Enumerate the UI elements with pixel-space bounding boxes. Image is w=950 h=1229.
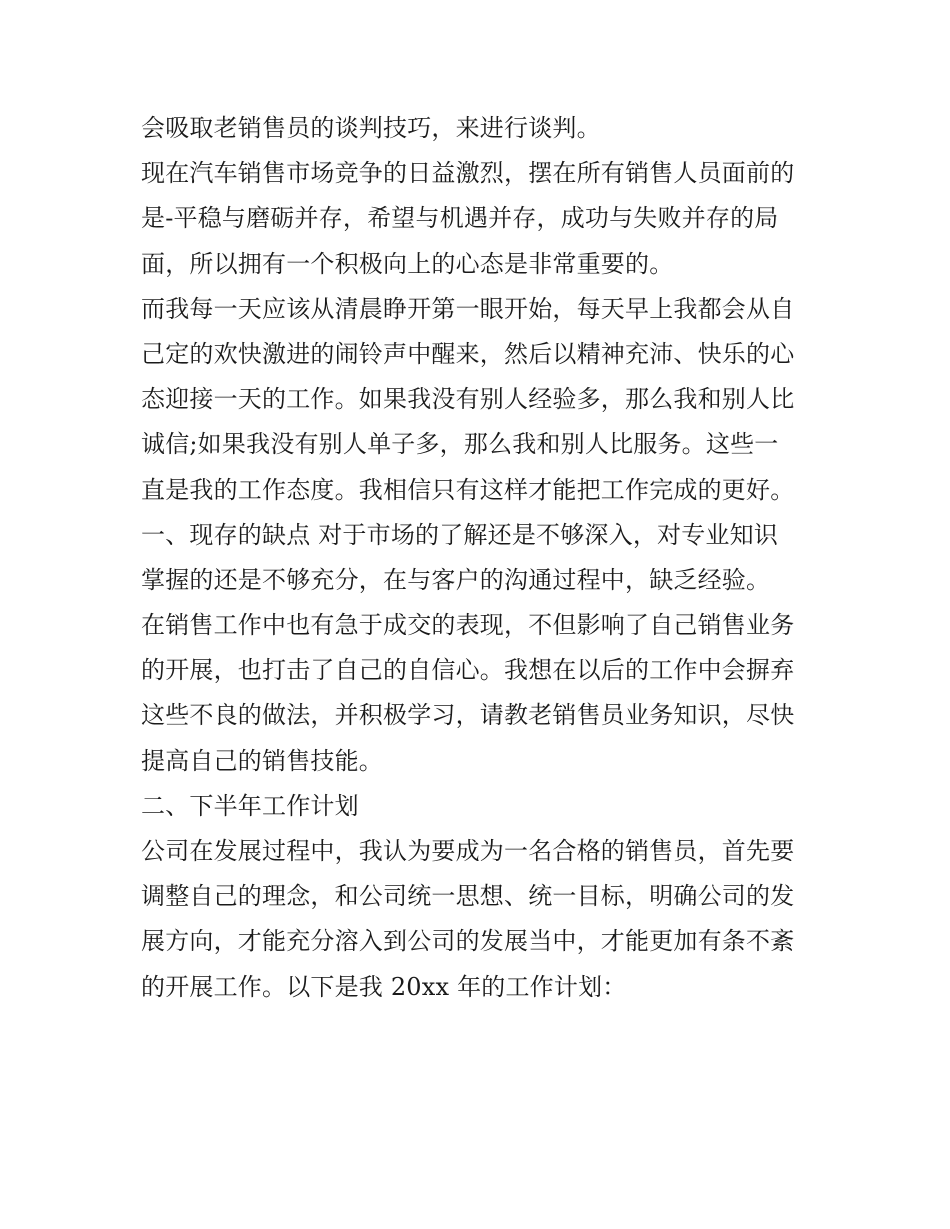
text-line-2: 现在汽车销售市场竞争的日益激烈，摆在所有销售人员面前的 <box>141 159 795 188</box>
text-line-11: 掌握的还是不够充分，在与客户的沟通过程中，缺乏经验。 <box>141 565 771 594</box>
text-line-17: 公司在发展过程中，我认为要成为一名合格的销售员，首先要 <box>141 837 795 865</box>
text-line-18: 调整自己的理念，和公司统一思想、统一目标，明确公司的发 <box>141 882 795 911</box>
section-heading-shortcomings: 一、现存的缺点 对于市场的了解还是不够深入，对专业知识 <box>141 520 779 549</box>
text-line-14: 这些不良的做法，并积极学习，请教老销售员业务知识，尽快 <box>141 701 795 730</box>
text-line-1: 会吸取老销售员的谈判技巧，来进行谈判。 <box>141 114 601 142</box>
text-line-4: 面，所以拥有一个积极向上的心态是非常重要的。 <box>141 249 674 278</box>
text-line-19: 展方向，才能充分溶入到公司的发展当中，才能更加有条不紊 <box>141 927 795 956</box>
text-line-8: 诚信;如果我没有别人单子多，那么我和别人比服务。这些一 <box>141 430 779 459</box>
text-line-13: 的开展，也打击了自己的自信心。我想在以后的工作中会摒弃 <box>141 656 795 685</box>
text-line-15: 提高自己的销售技能。 <box>141 746 383 775</box>
text-line-6: 己定的欢快激进的闹铃声中醒来，然后以精神充沛、快乐的心 <box>141 339 795 368</box>
text-line-3: 是-平稳与磨砺并存，希望与机遇并存，成功与失败并存的局 <box>141 204 779 233</box>
text-line-5: 而我每一天应该从清晨睁开第一眼开始，每天早上我都会从自 <box>141 294 795 323</box>
section-heading-work-plan: 二、下半年工作计划 <box>141 791 359 820</box>
text-line-12: 在销售工作中也有急于成交的表现，不但影响了自己销售业务 <box>141 611 795 640</box>
document-body <box>141 106 821 1010</box>
text-line-7: 态迎接一天的工作。如果我没有别人经验多，那么我和别人比 <box>141 385 795 414</box>
text-line-20: 的开展工作。以下是我 20xx 年的工作计划： <box>141 972 627 1001</box>
text-line-9: 直是我的工作态度。我相信只有这样才能把工作完成的更好。 <box>141 475 795 504</box>
